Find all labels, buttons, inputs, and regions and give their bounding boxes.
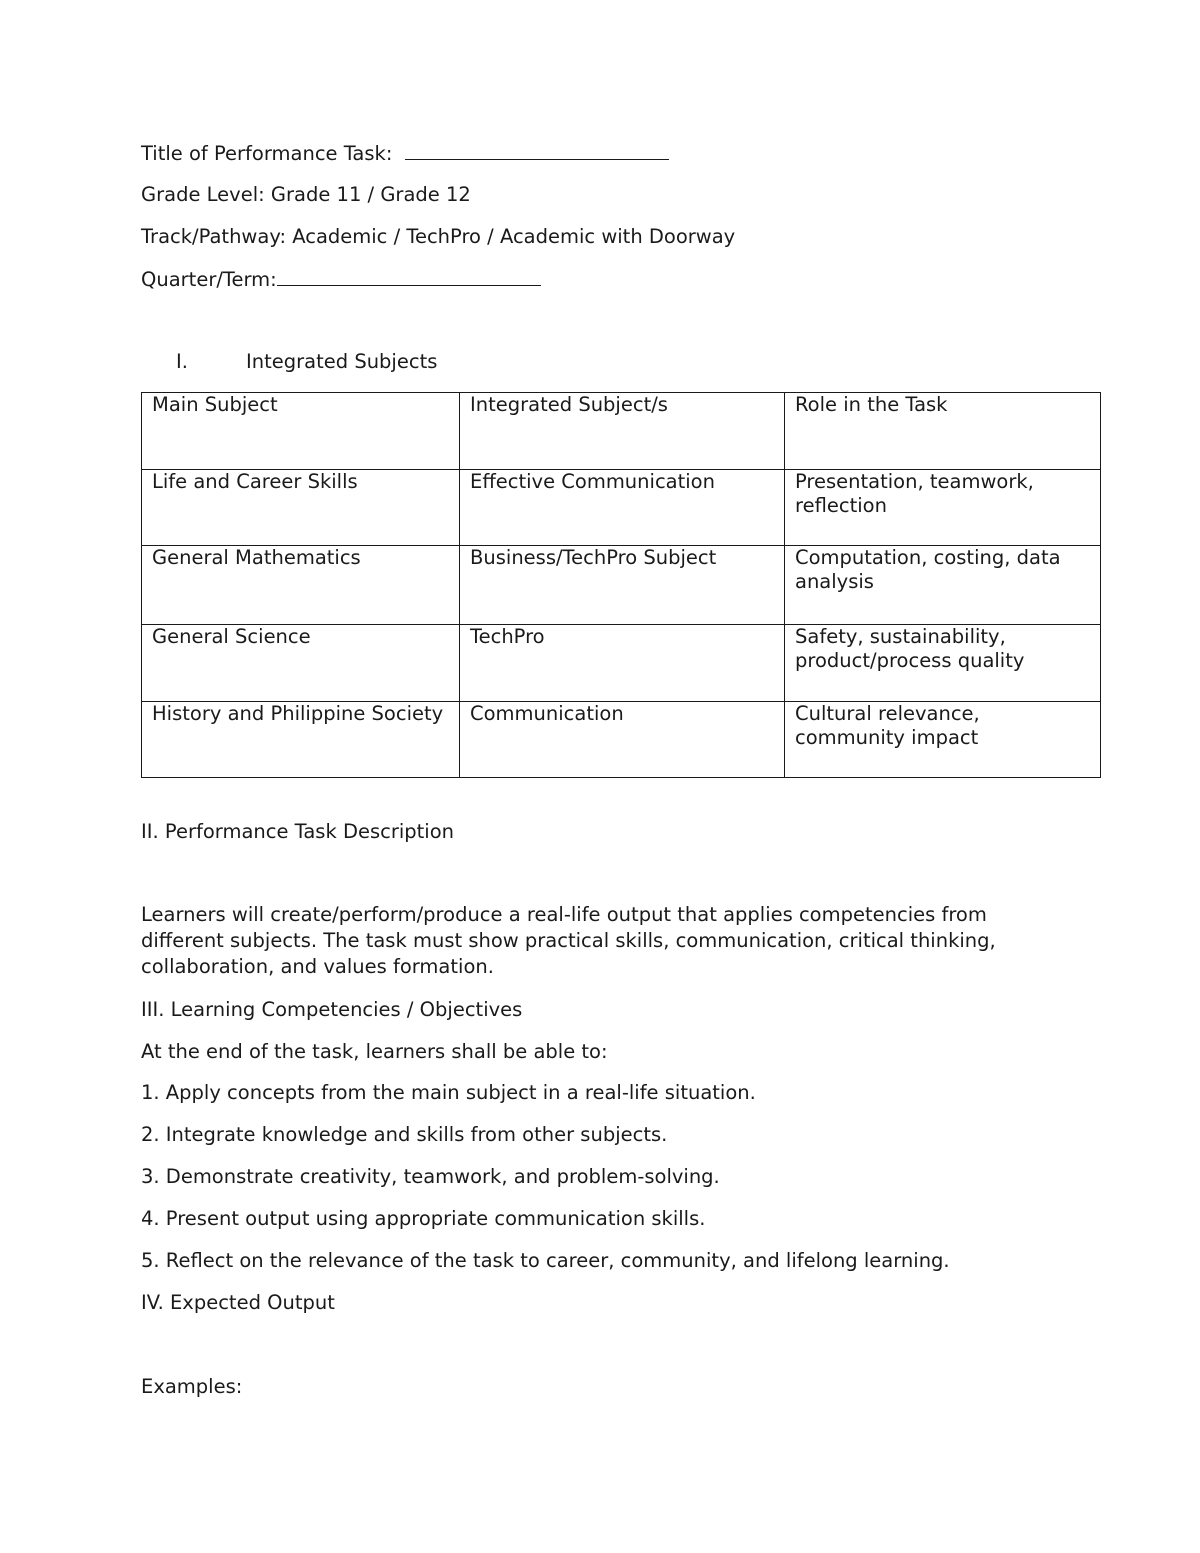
table-cell: Presentation, teamwork, reflection xyxy=(785,470,1101,546)
table-header-cell: Role in the Task xyxy=(785,393,1101,470)
table-cell: Business/TechPro Subject xyxy=(460,546,785,625)
section-3-title: III. Learning Competencies / Objectives xyxy=(141,998,523,1021)
task-description-paragraph: Learners will create/perform/produce a real-life output that applies competencies from different subjects. The task must show practical skills, communication, critical thinking, collaboration, and values formation. xyxy=(141,903,996,978)
track-pathway: Track/Pathway: Academic / TechPro / Academic with Doorway xyxy=(141,225,736,248)
table-row xyxy=(142,546,1101,625)
section-2-title: II. Performance Task Description xyxy=(141,820,455,843)
table-header-cell: Integrated Subject/s xyxy=(460,393,785,470)
table-cell: Life and Career Skills xyxy=(142,470,460,546)
table-cell: History and Philippine Society xyxy=(142,702,460,778)
examples-label: Examples: xyxy=(141,1375,243,1398)
table-cell: Effective Communication xyxy=(460,470,785,546)
table-cell: Communication xyxy=(460,702,785,778)
task-title-field xyxy=(141,141,669,166)
section-4-title: IV. Expected Output xyxy=(141,1291,335,1314)
quarter-term-blank xyxy=(277,267,541,286)
objective-item: 2. Integrate knowledge and skills from other subjects. xyxy=(141,1123,668,1146)
objective-item: 5. Reflect on the relevance of the task to career, community, and lifelong learning. xyxy=(141,1249,950,1272)
quarter-term-label: Quarter/Term: xyxy=(141,268,277,291)
objectives-intro: At the end of the task, learners shall be able to: xyxy=(141,1040,608,1063)
table-row xyxy=(142,702,1101,778)
table-cell: General Mathematics xyxy=(142,546,460,625)
table-row xyxy=(142,470,1101,546)
objective-item: 1. Apply concepts from the main subject in a real-life situation. xyxy=(141,1081,756,1104)
task-title-label: Title of Performance Task: xyxy=(141,142,393,165)
table-cell: Cultural relevance, community impact xyxy=(785,702,1101,778)
table-header-row xyxy=(142,393,1101,470)
quarter-term-field xyxy=(141,267,541,292)
table-header-cell: Main Subject xyxy=(142,393,460,470)
table-cell: TechPro xyxy=(460,625,785,702)
integrated-subjects-table xyxy=(141,392,1101,778)
section-1-title: Integrated Subjects xyxy=(246,350,438,373)
section-1-number: I. xyxy=(176,350,188,373)
task-title-blank xyxy=(405,141,669,160)
objective-item: 4. Present output using appropriate communication skills. xyxy=(141,1207,706,1230)
objective-item: 3. Demonstrate creativity, teamwork, and problem-solving. xyxy=(141,1165,720,1188)
table-cell: Safety, sustainability, product/process quality xyxy=(785,625,1101,702)
table-cell: General Science xyxy=(142,625,460,702)
grade-level: Grade Level: Grade 11 / Grade 12 xyxy=(141,183,471,206)
table-cell: Computation, costing, data analysis xyxy=(785,546,1101,625)
table-row xyxy=(142,625,1101,702)
